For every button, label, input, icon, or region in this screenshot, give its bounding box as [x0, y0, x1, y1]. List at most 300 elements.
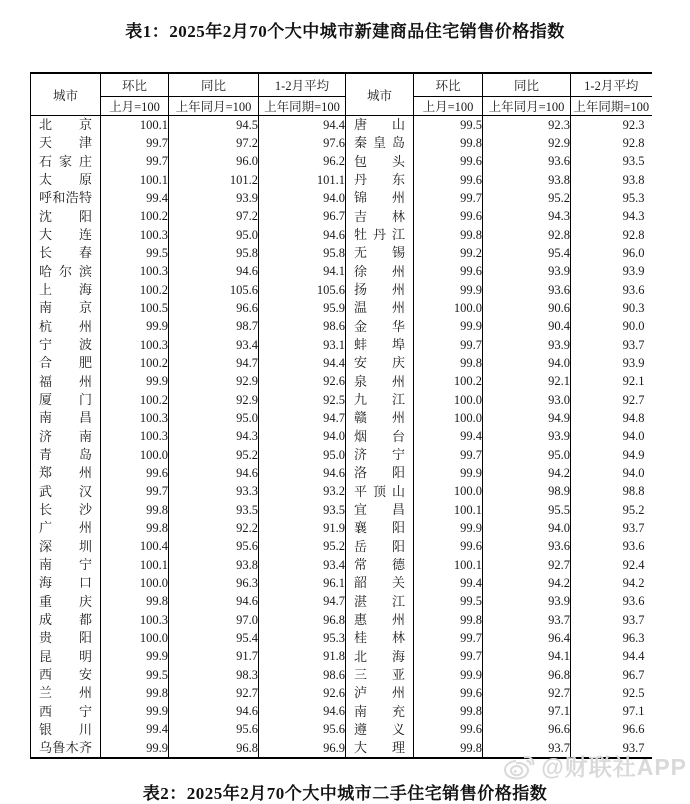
value-cell: 98.7: [169, 318, 259, 336]
header-yoy-right: 同比: [483, 73, 571, 97]
value-cell: 100.0: [101, 446, 169, 464]
value-cell: 97.1: [571, 703, 652, 721]
value-cell: 100.3: [101, 409, 169, 427]
city-cell: 岳 阳: [346, 538, 414, 556]
value-cell: 95.0: [169, 409, 259, 427]
value-cell: 96.2: [259, 153, 346, 171]
value-cell: 95.8: [169, 244, 259, 262]
value-cell: 99.6: [101, 464, 169, 482]
value-cell: 97.2: [169, 208, 259, 226]
table-row: [31, 318, 652, 336]
city-cell: 泸 州: [346, 684, 414, 702]
city-cell: 昆 明: [31, 648, 101, 666]
city-cell: 北 海: [346, 648, 414, 666]
value-cell: 93.7: [571, 519, 652, 537]
value-cell: 95.4: [169, 629, 259, 647]
value-cell: 94.5: [169, 116, 259, 135]
value-cell: 100.3: [101, 336, 169, 354]
value-cell: 96.8: [259, 611, 346, 629]
value-cell: 90.6: [483, 299, 571, 317]
city-cell: 牡 丹 江: [346, 226, 414, 244]
value-cell: 94.6: [169, 263, 259, 281]
value-cell: 99.9: [414, 281, 483, 299]
value-cell: 93.9: [571, 354, 652, 372]
value-cell: 95.3: [571, 189, 652, 207]
value-cell: 96.3: [169, 574, 259, 592]
city-cell: 南 昌: [31, 409, 101, 427]
value-cell: 99.6: [414, 208, 483, 226]
city-cell: 三 亚: [346, 666, 414, 684]
value-cell: 98.9: [483, 483, 571, 501]
value-cell: 100.0: [414, 391, 483, 409]
value-cell: 94.7: [259, 593, 346, 611]
value-cell: 94.6: [259, 226, 346, 244]
value-cell: 93.8: [169, 556, 259, 574]
value-cell: 90.0: [571, 318, 652, 336]
value-cell: 99.6: [414, 153, 483, 171]
city-cell: 惠 州: [346, 611, 414, 629]
header-mom-base-right: 上月=100: [414, 97, 483, 116]
value-cell: 93.6: [483, 281, 571, 299]
city-cell: 南 充: [346, 703, 414, 721]
table-body: [31, 116, 652, 759]
header-mom-left: 环比: [101, 73, 169, 97]
value-cell: 93.5: [259, 501, 346, 519]
value-cell: 99.9: [101, 739, 169, 758]
city-cell: 合 肥: [31, 354, 101, 372]
city-cell: 石 家 庄: [31, 153, 101, 171]
value-cell: 99.4: [414, 428, 483, 446]
table-row: [31, 538, 652, 556]
value-cell: 99.7: [414, 629, 483, 647]
value-cell: 100.1: [101, 116, 169, 135]
city-cell: 天 津: [31, 134, 101, 152]
value-cell: 92.5: [571, 684, 652, 702]
value-cell: 94.0: [259, 428, 346, 446]
value-cell: 93.6: [483, 153, 571, 171]
value-cell: 99.9: [414, 318, 483, 336]
value-cell: 99.6: [414, 263, 483, 281]
value-cell: 91.7: [169, 648, 259, 666]
table-row: [31, 428, 652, 446]
value-cell: 94.0: [483, 519, 571, 537]
table-row: [31, 153, 652, 171]
city-cell: 包 头: [346, 153, 414, 171]
value-cell: 96.8: [169, 739, 259, 758]
value-cell: 95.3: [259, 629, 346, 647]
value-cell: 100.1: [414, 556, 483, 574]
value-cell: 94.3: [483, 208, 571, 226]
value-cell: 95.2: [259, 538, 346, 556]
value-cell: 96.8: [483, 666, 571, 684]
value-cell: 99.4: [101, 721, 169, 739]
value-cell: 93.1: [259, 336, 346, 354]
value-cell: 93.9: [483, 263, 571, 281]
table-row: [31, 501, 652, 519]
value-cell: 96.6: [169, 299, 259, 317]
city-cell: 宁 波: [31, 336, 101, 354]
table-row: [31, 703, 652, 721]
value-cell: 93.7: [571, 336, 652, 354]
table-row: [31, 446, 652, 464]
table-row: [31, 263, 652, 281]
value-cell: 94.0: [483, 354, 571, 372]
city-cell: 兰 州: [31, 684, 101, 702]
value-cell: 94.4: [571, 648, 652, 666]
header-avg-right: 1-2月平均: [571, 73, 652, 97]
value-cell: 95.4: [483, 244, 571, 262]
table-row: [31, 629, 652, 647]
value-cell: 94.2: [571, 574, 652, 592]
city-cell: 深 圳: [31, 538, 101, 556]
value-cell: 93.5: [571, 153, 652, 171]
city-cell: 哈 尔 滨: [31, 263, 101, 281]
value-cell: 98.6: [259, 666, 346, 684]
value-cell: 92.7: [483, 684, 571, 702]
value-cell: 92.2: [169, 519, 259, 537]
value-cell: 94.2: [483, 464, 571, 482]
value-cell: 95.0: [169, 226, 259, 244]
value-cell: 100.3: [101, 226, 169, 244]
value-cell: 100.4: [101, 538, 169, 556]
city-cell: 平 顶 山: [346, 483, 414, 501]
table-row: [31, 409, 652, 427]
value-cell: 99.9: [414, 464, 483, 482]
city-cell: 南 京: [31, 299, 101, 317]
value-cell: 92.9: [169, 391, 259, 409]
value-cell: 100.0: [414, 409, 483, 427]
value-cell: 93.7: [571, 611, 652, 629]
value-cell: 95.2: [571, 501, 652, 519]
value-cell: 93.7: [483, 739, 571, 758]
value-cell: 94.3: [169, 428, 259, 446]
table-row: [31, 391, 652, 409]
table-row: [31, 354, 652, 372]
value-cell: 95.8: [259, 244, 346, 262]
header-yoy-base-left: 上年同月=100: [169, 97, 259, 116]
value-cell: 95.0: [259, 446, 346, 464]
value-cell: 95.2: [483, 189, 571, 207]
city-cell: 北 京: [31, 116, 101, 135]
value-cell: 100.1: [414, 501, 483, 519]
table-row: [31, 666, 652, 684]
value-cell: 100.2: [101, 281, 169, 299]
city-cell: 郑 州: [31, 464, 101, 482]
value-cell: 100.0: [414, 299, 483, 317]
value-cell: 94.0: [571, 428, 652, 446]
city-cell: 蚌 埠: [346, 336, 414, 354]
value-cell: 105.6: [169, 281, 259, 299]
value-cell: 98.6: [259, 318, 346, 336]
city-cell: 九 江: [346, 391, 414, 409]
value-cell: 92.7: [169, 684, 259, 702]
value-cell: 99.5: [101, 244, 169, 262]
value-cell: 99.9: [101, 318, 169, 336]
table-row: [31, 299, 652, 317]
value-cell: 99.7: [101, 153, 169, 171]
value-cell: 95.9: [259, 299, 346, 317]
value-cell: 100.3: [101, 428, 169, 446]
table-header: [31, 73, 652, 116]
value-cell: 96.4: [483, 629, 571, 647]
value-cell: 95.0: [483, 446, 571, 464]
value-cell: 93.9: [483, 428, 571, 446]
value-cell: 91.8: [259, 648, 346, 666]
table-row: [31, 226, 652, 244]
city-cell: 海 口: [31, 574, 101, 592]
value-cell: 96.7: [259, 208, 346, 226]
value-cell: 96.6: [571, 721, 652, 739]
value-cell: 92.8: [483, 226, 571, 244]
table-row: [31, 574, 652, 592]
value-cell: 92.6: [259, 684, 346, 702]
value-cell: 93.7: [483, 611, 571, 629]
city-cell: 泉 州: [346, 373, 414, 391]
value-cell: 93.6: [483, 538, 571, 556]
city-cell: 银 川: [31, 721, 101, 739]
value-cell: 100.1: [101, 171, 169, 189]
value-cell: 94.4: [259, 354, 346, 372]
header-avg-left: 1-2月平均: [259, 73, 346, 97]
value-cell: 99.8: [101, 684, 169, 702]
table-row: [31, 171, 652, 189]
value-cell: 90.3: [571, 299, 652, 317]
value-cell: 94.0: [259, 189, 346, 207]
value-cell: 93.6: [571, 281, 652, 299]
value-cell: 99.2: [414, 244, 483, 262]
header-city-left: 城市: [31, 73, 101, 116]
value-cell: 94.1: [483, 648, 571, 666]
header-mom-base-left: 上月=100: [101, 97, 169, 116]
value-cell: 93.9: [483, 593, 571, 611]
table-row: [31, 648, 652, 666]
value-cell: 100.3: [101, 263, 169, 281]
value-cell: 92.4: [571, 556, 652, 574]
value-cell: 95.6: [259, 721, 346, 739]
value-cell: 94.7: [169, 354, 259, 372]
value-cell: 99.6: [414, 721, 483, 739]
value-cell: 99.8: [414, 354, 483, 372]
value-cell: 99.9: [101, 373, 169, 391]
value-cell: 96.0: [571, 244, 652, 262]
value-cell: 99.8: [101, 501, 169, 519]
value-cell: 94.0: [571, 464, 652, 482]
value-cell: 99.8: [414, 703, 483, 721]
table-row: [31, 721, 652, 739]
value-cell: 99.9: [414, 519, 483, 537]
value-cell: 92.7: [571, 391, 652, 409]
table-row: [31, 134, 652, 152]
value-cell: 93.8: [571, 171, 652, 189]
value-cell: 99.7: [414, 336, 483, 354]
value-cell: 92.5: [259, 391, 346, 409]
city-cell: 济 南: [31, 428, 101, 446]
value-cell: 94.9: [571, 446, 652, 464]
value-cell: 96.7: [571, 666, 652, 684]
table-row: [31, 593, 652, 611]
value-cell: 99.5: [101, 666, 169, 684]
city-cell: 成 都: [31, 611, 101, 629]
table-row: [31, 556, 652, 574]
value-cell: 96.6: [483, 721, 571, 739]
value-cell: 97.1: [483, 703, 571, 721]
city-cell: 长 春: [31, 244, 101, 262]
city-cell: 秦 皇 岛: [346, 134, 414, 152]
table-row: [31, 116, 652, 135]
header-yoy-base-right: 上年同月=100: [483, 97, 571, 116]
value-cell: 95.2: [169, 446, 259, 464]
city-cell: 烟 台: [346, 428, 414, 446]
city-cell: 武 汉: [31, 483, 101, 501]
city-cell: 厦 门: [31, 391, 101, 409]
value-cell: 94.7: [259, 409, 346, 427]
header-city-right: 城市: [346, 73, 414, 116]
value-cell: 94.9: [483, 409, 571, 427]
value-cell: 99.7: [414, 648, 483, 666]
value-cell: 99.6: [414, 684, 483, 702]
city-cell: 扬 州: [346, 281, 414, 299]
value-cell: 92.7: [483, 556, 571, 574]
value-cell: 93.6: [571, 538, 652, 556]
value-cell: 94.8: [571, 409, 652, 427]
value-cell: 98.8: [571, 483, 652, 501]
value-cell: 99.6: [414, 538, 483, 556]
value-cell: 92.6: [259, 373, 346, 391]
value-cell: 94.6: [169, 703, 259, 721]
value-cell: 99.5: [414, 116, 483, 135]
value-cell: 99.8: [101, 593, 169, 611]
value-cell: 93.5: [169, 501, 259, 519]
city-cell: 徐 州: [346, 263, 414, 281]
value-cell: 92.8: [571, 226, 652, 244]
value-cell: 99.6: [414, 171, 483, 189]
value-cell: 93.8: [483, 171, 571, 189]
header-avg-base-left: 上年同期=100: [259, 97, 346, 116]
value-cell: 98.3: [169, 666, 259, 684]
city-cell: 遵 义: [346, 721, 414, 739]
value-cell: 100.0: [101, 629, 169, 647]
value-cell: 99.7: [414, 446, 483, 464]
city-cell: 西 宁: [31, 703, 101, 721]
city-cell: 赣 州: [346, 409, 414, 427]
value-cell: 99.9: [101, 648, 169, 666]
value-cell: 105.6: [259, 281, 346, 299]
value-cell: 94.6: [259, 703, 346, 721]
table-row: [31, 684, 652, 702]
value-cell: 100.2: [414, 373, 483, 391]
value-cell: 94.4: [259, 116, 346, 135]
page-title: 表1：2025年2月70个大中城市新建商品住宅销售价格指数: [125, 22, 565, 41]
city-cell: 金 华: [346, 318, 414, 336]
value-cell: 99.8: [414, 611, 483, 629]
value-cell: 100.2: [101, 354, 169, 372]
city-cell: 西 安: [31, 666, 101, 684]
table-row: [31, 189, 652, 207]
city-cell: 贵 阳: [31, 629, 101, 647]
value-cell: 96.3: [571, 629, 652, 647]
value-cell: 99.8: [414, 134, 483, 152]
value-cell: 95.6: [169, 538, 259, 556]
value-cell: 95.5: [483, 501, 571, 519]
value-cell: 92.3: [571, 116, 652, 135]
value-cell: 92.1: [571, 373, 652, 391]
header-yoy-left: 同比: [169, 73, 259, 97]
value-cell: 96.0: [169, 153, 259, 171]
value-cell: 92.3: [483, 116, 571, 135]
city-cell: 大 理: [346, 739, 414, 758]
table-row: [31, 336, 652, 354]
city-cell: 洛 阳: [346, 464, 414, 482]
value-cell: 100.0: [414, 483, 483, 501]
value-cell: 99.9: [414, 666, 483, 684]
weibo-icon: [503, 751, 537, 781]
header-avg-base-right: 上年同期=100: [571, 97, 652, 116]
value-cell: 94.2: [483, 574, 571, 592]
value-cell: 93.7: [571, 739, 652, 758]
city-cell: 锦 州: [346, 189, 414, 207]
city-cell: 丹 东: [346, 171, 414, 189]
value-cell: 93.2: [259, 483, 346, 501]
city-cell: 无 锡: [346, 244, 414, 262]
watermark: [503, 749, 687, 782]
city-cell: 杭 州: [31, 318, 101, 336]
city-cell: 沈 阳: [31, 208, 101, 226]
value-cell: 93.4: [259, 556, 346, 574]
value-cell: 99.8: [414, 739, 483, 758]
value-cell: 92.9: [483, 134, 571, 152]
value-cell: 100.3: [101, 611, 169, 629]
city-cell: 乌 鲁 木 齐: [31, 739, 101, 758]
watermark-handle: @财联社APP: [541, 754, 687, 780]
value-cell: 101.2: [169, 171, 259, 189]
value-cell: 94.6: [169, 593, 259, 611]
table-row: [31, 244, 652, 262]
city-cell: 上 海: [31, 281, 101, 299]
value-cell: 91.9: [259, 519, 346, 537]
city-cell: 太 原: [31, 171, 101, 189]
value-cell: 99.7: [101, 483, 169, 501]
table-row: [31, 611, 652, 629]
value-cell: 100.1: [101, 556, 169, 574]
value-cell: 93.0: [483, 391, 571, 409]
value-cell: 99.8: [414, 226, 483, 244]
table-row: [31, 519, 652, 537]
city-cell: 济 宁: [346, 446, 414, 464]
value-cell: 99.5: [414, 593, 483, 611]
value-cell: 96.9: [259, 739, 346, 758]
value-cell: 94.3: [571, 208, 652, 226]
city-cell: 南 宁: [31, 556, 101, 574]
value-cell: 99.7: [414, 189, 483, 207]
value-cell: 93.3: [169, 483, 259, 501]
table-row: [31, 483, 652, 501]
table-row: [31, 208, 652, 226]
value-cell: 100.5: [101, 299, 169, 317]
header-mom-right: 环比: [414, 73, 483, 97]
value-cell: 94.6: [169, 464, 259, 482]
value-cell: 92.9: [169, 373, 259, 391]
city-cell: 福 州: [31, 373, 101, 391]
table-row: [31, 464, 652, 482]
value-cell: 93.6: [571, 593, 652, 611]
value-cell: 93.9: [571, 263, 652, 281]
value-cell: 99.8: [101, 519, 169, 537]
value-cell: 100.2: [101, 208, 169, 226]
value-cell: 93.9: [483, 336, 571, 354]
value-cell: 97.6: [259, 134, 346, 152]
city-cell: 桂 林: [346, 629, 414, 647]
value-cell: 94.1: [259, 263, 346, 281]
